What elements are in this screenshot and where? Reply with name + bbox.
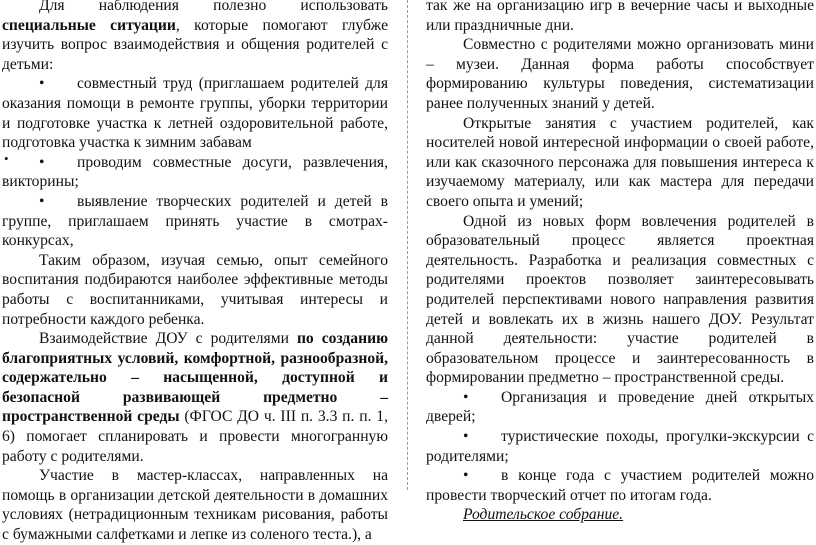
bullet-icon: • [463, 388, 469, 406]
bullet-icon: • [39, 153, 45, 171]
paragraph-mini-museums: Совместно с родителями можно организовать мини – музеи. Данная форма работы способствует формированию культуры поведения, систематизации ранее полученных знаний у детей. [426, 36, 814, 112]
paragraph-games-continuation: так же на организацию игр в вечерние часы и выходные или праздничные дни. [426, 0, 814, 34]
bullet-item-hiking: • туристические походы, прогулки-экскурсии с родителями; [426, 428, 814, 465]
bold-phrase: по созданию благоприятных условий, комфортной, разнообразной, содержательно – насыщенной, доступной и безопасной развивающей предметно – пространственной среды [2, 330, 388, 426]
column-divider [407, 0, 409, 490]
paragraph-master-classes: Участие в мастер-классах, направленных на помощь в организации детской деятельности в домашних условиях (нетрадиционным техникам рисования, работы с бумажными салфетками и лепке из соленого теста.), а [2, 467, 388, 544]
bullet-icon: • [463, 467, 469, 485]
paragraph-open-lessons: Открытые занятия с участием родителей, как носителей новой интересной информации о своей работе, или как сказочного персонажа для повышения интереса к изучаемому материалу, или как мастера для передачи своего опыта и умений; [426, 114, 814, 210]
bullet-icon: • [39, 192, 45, 210]
paragraph-special-situations: Для наблюдения полезно использовать специальные ситуации, которые помогают глубже изучить вопрос взаимодействия и общения родителей с детьми: [2, 0, 388, 73]
bullet-icon: • [463, 428, 469, 446]
left-column [2, 0, 388, 545]
paragraph-family-study: Таким образом, изучая семью, опыт семейного воспитания подбираются наиболее эффективные методы работы с воспитанниками, учитывая интересы и потребности каждого ребенка. [2, 251, 388, 328]
right-column [426, 0, 814, 525]
bullet-item-open-days: • Организация и проведение дней открытых дверей; [426, 388, 814, 426]
bullet-item-creative-report: • в конце года с участием родителей можно провести творческий отчет по итогам года. [426, 467, 814, 504]
bullet-item-leisure: • проводим совместные досуги, развлечения, викторины; [2, 153, 388, 191]
bullet-item-creative-parents: • выявление творческих родителей и детей в группе, приглашаем принять участие в смотрах-конкурсах, [2, 192, 388, 250]
bold-phrase: специальные ситуации [2, 16, 176, 34]
section-heading-parent-meeting: Родительское собрание. [463, 506, 624, 524]
paragraph-environment: Взаимодействие ДОУ с родителями по созданию благоприятных условий, комфортной, разнообразной, содержательно – насыщенной, доступной и безопасной развивающей предметно – пространственной среды (ФГОС ДО ч. III п. 3.3 п. п. 1, 6) помогает спланировать и провести многогранную работу с родителями. [2, 330, 388, 465]
bullet-item-joint-work: • совместный труд (приглашаем родителей для оказания помощи в ремонте группы, уборки территории и подготовке участка к летней оздоровительной работе, подготовка участка к зимним забавам [2, 75, 388, 152]
stray-dot-icon: • [4, 151, 9, 166]
paragraph-project-activity: Одной из новых форм вовлечения родителей в образовательный процесс является проектная деятельность. Разработка и реализация совместных с родителями проектов позволяет заинтересовывать родителей перспективами нового направления развития детей и вовлекать их в жизнь нашего ДОУ. Результат данной деятельности: участие родителей в образовательном процессе и заинтересованность в формировании предметно – пространственной среды. [426, 212, 814, 387]
bullet-icon: • [39, 75, 45, 93]
